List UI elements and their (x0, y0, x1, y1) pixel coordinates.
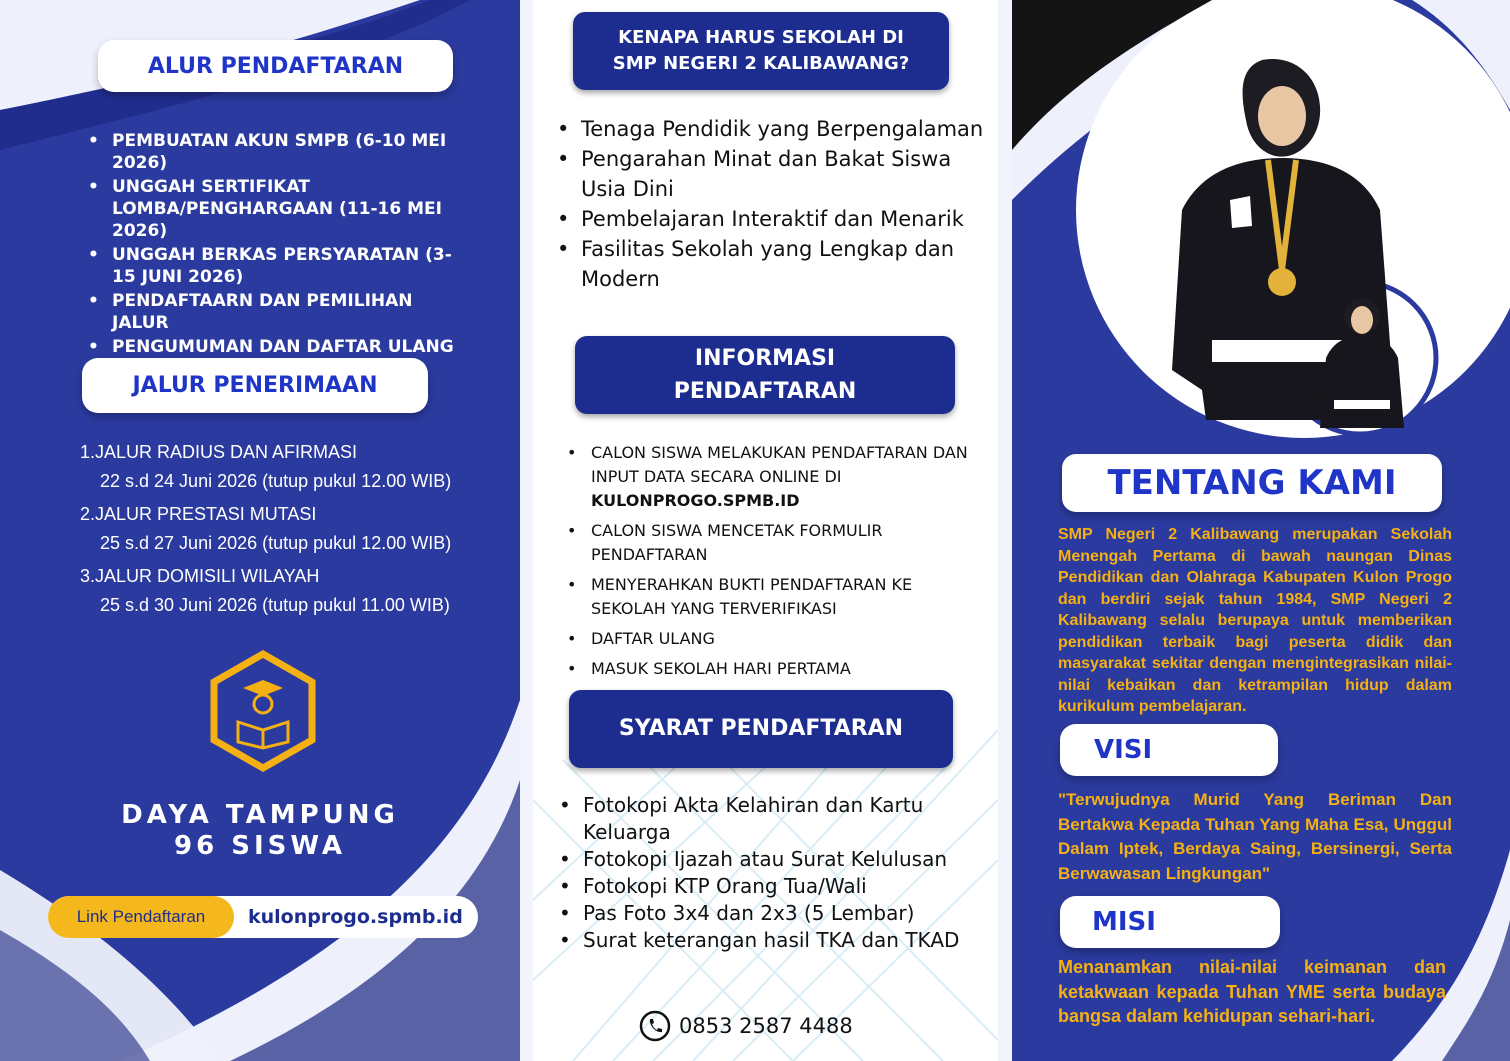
list-item: • Fotokopi Ijazah atau Surat Kelulusan (557, 846, 977, 873)
list-item: • Fotokopi KTP Orang Tua/Wali (557, 873, 977, 900)
tentang-kami-title: TENTANG KAMI (1062, 454, 1442, 512)
middle-panel (533, 0, 998, 1061)
jalur-date: 25 s.d 30 Juni 2026 (tutup pukul 11.00 WIB) (100, 595, 450, 615)
jalur-item (80, 566, 450, 616)
jalur-item (80, 442, 451, 492)
visi-text: "Terwujudnya Murid Yang Beriman Dan Bertakwa Kepada Tuhan Yang Maha Esa, Unggul Dalam Iptek, Berdaya Saing, Bersinergi, Serta Berwawasan Lingkungan" (1058, 790, 1452, 883)
list-item: • MASUK SEKOLAH HARI PERTAMA (565, 657, 975, 681)
informasi-list (565, 441, 975, 687)
syarat-list (557, 792, 977, 954)
list-item: • CALON SISWA MELAKUKAN PENDAFTARAN DAN INPUT DATA SECARA ONLINE DI KULONPROGO.SPMB.ID (565, 441, 975, 513)
alur-list (86, 130, 466, 382)
phone-icon (639, 1010, 671, 1042)
informasi-pendaftaran-title: INFORMASI PENDAFTARAN (575, 336, 955, 414)
link-bar (48, 896, 478, 938)
tentang-kami-text: SMP Negeri 2 Kalibawang merupakan Sekolah Menengah Pertama di bawah naungan Dinas Pendidikan dan Olahraga Kabupaten Kulon Progo dan berdiri sejak tahun 1984, SMP Negeri 2 Kalibawang selalu berupaya untuk memberikan pendidikan terbaik bagi peserta didik dan masyarakat sekitar dengan mengintegrasikan nilai-nilai kebaikan dan ketrampilan hidup dalam kurikulum pembelajaran. (1058, 526, 1452, 715)
jalur-date: 25 s.d 27 Juni 2026 (tutup pukul 12.00 WIB) (100, 533, 452, 553)
daya-tampung: DAYA TAMPUNG 96 SISWA (121, 800, 399, 861)
jalur-title: 1.JALUR RADIUS DAN AFIRMASI (80, 442, 358, 462)
alur-pendaftaran-title: ALUR PENDAFTARAN (98, 40, 453, 92)
kenapa-list (555, 114, 985, 294)
hexagon-graduate-reading-icon (208, 650, 318, 772)
left-panel (0, 0, 520, 1061)
list-item: • DAFTAR ULANG (565, 627, 975, 651)
list-item: • Pembelajaran Interaktif dan Menarik (555, 204, 985, 234)
jalur-title: 2.JALUR PRESTASI MUTASI (80, 504, 317, 524)
fold-gutter (520, 0, 533, 1061)
link-label: Link Pendaftaran (48, 896, 234, 938)
right-panel (1012, 0, 1510, 1061)
phone-contact[interactable]: 0853 2587 4488 (639, 1008, 853, 1044)
list-item: • Fasilitas Sekolah yang Lengkap dan Modern (555, 234, 985, 294)
list-item: • CALON SISWA MENCETAK FORMULIR PENDAFTARAN (565, 519, 975, 567)
fold-gutter (998, 0, 1012, 1061)
jalur-penerimaan-title: JALUR PENERIMAAN (82, 358, 428, 413)
list-item: • Tenaga Pendidik yang Berpengalaman (555, 114, 985, 144)
list-item: • Surat keterangan hasil TKA dan TKAD (557, 927, 977, 954)
list-item: • UNGGAH BERKAS PERSYARATAN (3-15 JUNI 2026) (86, 244, 466, 288)
misi-text: Menanamkan nilai-nilai keimanan dan ketakwaan kepada Tuhan YME serta budaya bangsa dalam kehidupan sehari-hari. (1058, 957, 1446, 1026)
jalur-item (80, 504, 451, 554)
student-photo-small (1298, 288, 1428, 428)
list-item: • Fotokopi Akta Kelahiran dan Kartu Keluarga (557, 792, 977, 846)
list-item: • UNGGAH SERTIFIKAT LOMBA/PENGHARGAAN (11-16 MEI 2026) (86, 176, 466, 242)
registration-link[interactable]: kulonprogo.spmb.id (248, 906, 463, 928)
jalur-title: 3.JALUR DOMISILI WILAYAH (80, 566, 320, 586)
list-item: • MENYERAHKAN BUKTI PENDAFTARAN KE SEKOLAH YANG TERVERIFIKASI (565, 573, 975, 621)
list-item: • Pengarahan Minat dan Bakat Siswa Usia Dini (555, 144, 985, 204)
jalur-date: 22 s.d 24 Juni 2026 (tutup pukul 12.00 WIB) (100, 471, 452, 491)
list-item: • PENDAFTAARN DAN PEMILIHAN JALUR (86, 290, 466, 334)
kenapa-title: KENAPA HARUS SEKOLAH DI SMP NEGERI 2 KALIBAWANG? (573, 12, 949, 90)
visi-title: VISI (1060, 724, 1278, 776)
list-item: • Pas Foto 3x4 dan 2x3 (5 Lembar) (557, 900, 977, 927)
list-item: • PENGUMUMAN DAN DAFTAR ULANG (86, 336, 466, 380)
syarat-pendaftaran-title: SYARAT PENDAFTARAN (569, 690, 953, 768)
misi-title: MISI (1060, 896, 1280, 948)
list-item: • PEMBUATAN AKUN SMPB (6-10 MEI 2026) (86, 130, 466, 174)
